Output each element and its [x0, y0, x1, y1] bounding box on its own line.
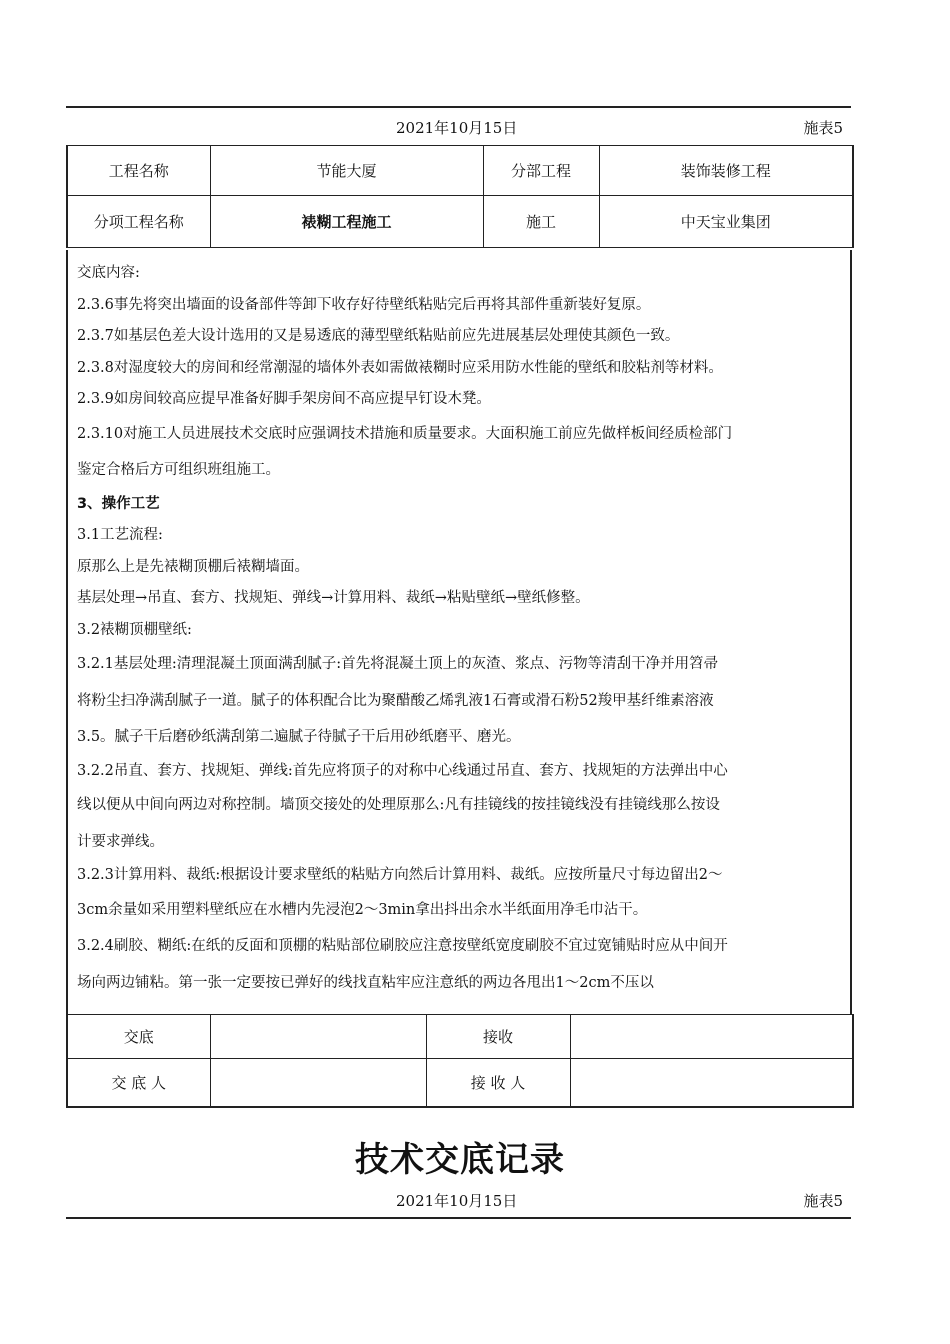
handover-person-label: 交 底 人 [67, 1059, 210, 1108]
content-line: 场向两边铺粘。第一张一定要按已弹好的线找直粘牢应注意纸的两边各甩出1～2cm不压以 [77, 974, 654, 991]
content-line: 线以便从中间向两边对称控制。墙顶交接处的处理原那么:凡有挂镜线的按挂镜线没有挂镜线那么按设 [77, 797, 720, 813]
receiver-label: 接 收 人 [426, 1059, 570, 1108]
signature-table [66, 1014, 854, 1108]
handover-person-field[interactable] [210, 1059, 426, 1108]
content-line: 2.3.7如基层色差大设计选用的又是易透底的薄型壁纸粘贴前应先进展基层处理使其颜色一致。 [77, 328, 680, 344]
construction-value: 中天宝业集团 [599, 196, 853, 248]
receiver-field[interactable] [570, 1059, 853, 1108]
project-name-label: 工程名称 [67, 146, 210, 196]
content-line: 原那么上是先裱糊顶棚后裱糊墙面。 [77, 558, 309, 575]
content-line: 3cm余量如采用塑料壁纸应在水槽内先浸泡2～3min拿出抖出余水半纸面用净毛巾沾干。 [77, 901, 648, 918]
content-line: 2.3.10对施工人员进展技术交底时应强调技术措施和质量要求。大面积施工前应先做样板间经质检部门 [77, 425, 733, 442]
form-number-2: 施表5 [803, 1192, 843, 1210]
division-value: 装饰装修工程 [599, 146, 853, 196]
handover-field[interactable] [210, 1015, 426, 1059]
briefing-content [66, 250, 852, 1014]
top-rule [66, 106, 851, 108]
subitem-value: 裱糊工程施工 [210, 196, 483, 248]
content-line: 将粉尘扫净满刮腻子一道。腻子的体积配合比为聚醋酸乙烯乳液1石膏或滑石粉52羧甲基纤维素溶液 [77, 692, 714, 709]
content-line: 2.3.9如房间较高应提早准备好脚手架房间不高应提早钉设木凳。 [77, 391, 491, 407]
bottom-rule [66, 1217, 851, 1219]
receive-label: 接收 [426, 1015, 570, 1059]
section-heading: 3、操作工艺 [77, 495, 160, 512]
record-date-2: 2021年10月15日 [396, 1192, 518, 1210]
content-line: 基层处理→吊直、套方、找规矩、弹线→计算用料、裁纸→粘贴壁纸→壁纸修整。 [77, 590, 590, 606]
content-line: 3.5。腻子干后磨砂纸满刮第二遍腻子待腻子干后用砂纸磨平、磨光。 [77, 729, 521, 745]
content-line: 3.2.2吊直、套方、找规矩、弹线:首先应将顶子的对称中心线通过吊直、套方、找规矩的方法弹出中心 [77, 762, 728, 779]
receive-field[interactable] [570, 1015, 853, 1059]
content-line: 3.2.3计算用料、裁纸:根据设计要求壁纸的粘贴方向然后计算用料、裁纸。应按所量尺寸每边留出2～ [77, 867, 723, 883]
header-table [66, 145, 854, 248]
content-line: 3.2.4刷胶、糊纸:在纸的反面和顶棚的粘贴部位刷胶应注意按壁纸宽度刷胶不宜过宽铺贴时应从中间开 [77, 938, 728, 954]
division-label: 分部工程 [483, 146, 599, 196]
handover-label: 交底 [67, 1015, 210, 1059]
subitem-label: 分项工程名称 [67, 196, 210, 248]
content-line: 3.2.1基层处理:清理混凝土顶面满刮腻子:首先将混凝土顶上的灰渣、浆点、污物等清刮干净并用笤帚 [77, 656, 719, 672]
content-line: 2.3.6事先将突出墙面的设备部件等卸下收存好待壁纸粘贴完后再将其部件重新装好复原。 [77, 296, 651, 313]
document-title: 技术交底记录 [355, 1140, 565, 1180]
top-meta [66, 117, 851, 141]
content-line: 计要求弹线。 [77, 833, 164, 850]
content-line: 2.3.8对湿度较大的房间和经常潮湿的墙体外表如需做裱糊时应采用防水性能的壁纸和胶粘剂等材料。 [77, 359, 723, 376]
construction-label: 施工 [483, 196, 599, 248]
record-date: 2021年10月15日 [396, 119, 518, 137]
content-intro: 交底内容: [77, 265, 140, 281]
bottom-meta [66, 1190, 851, 1214]
project-name-value: 节能大厦 [210, 146, 483, 196]
form-number: 施表5 [803, 119, 843, 137]
content-line: 3.1工艺流程: [77, 527, 163, 543]
content-line: 鉴定合格后方可组织班组施工。 [77, 462, 280, 478]
content-line: 3.2裱糊顶棚壁纸: [77, 621, 192, 638]
